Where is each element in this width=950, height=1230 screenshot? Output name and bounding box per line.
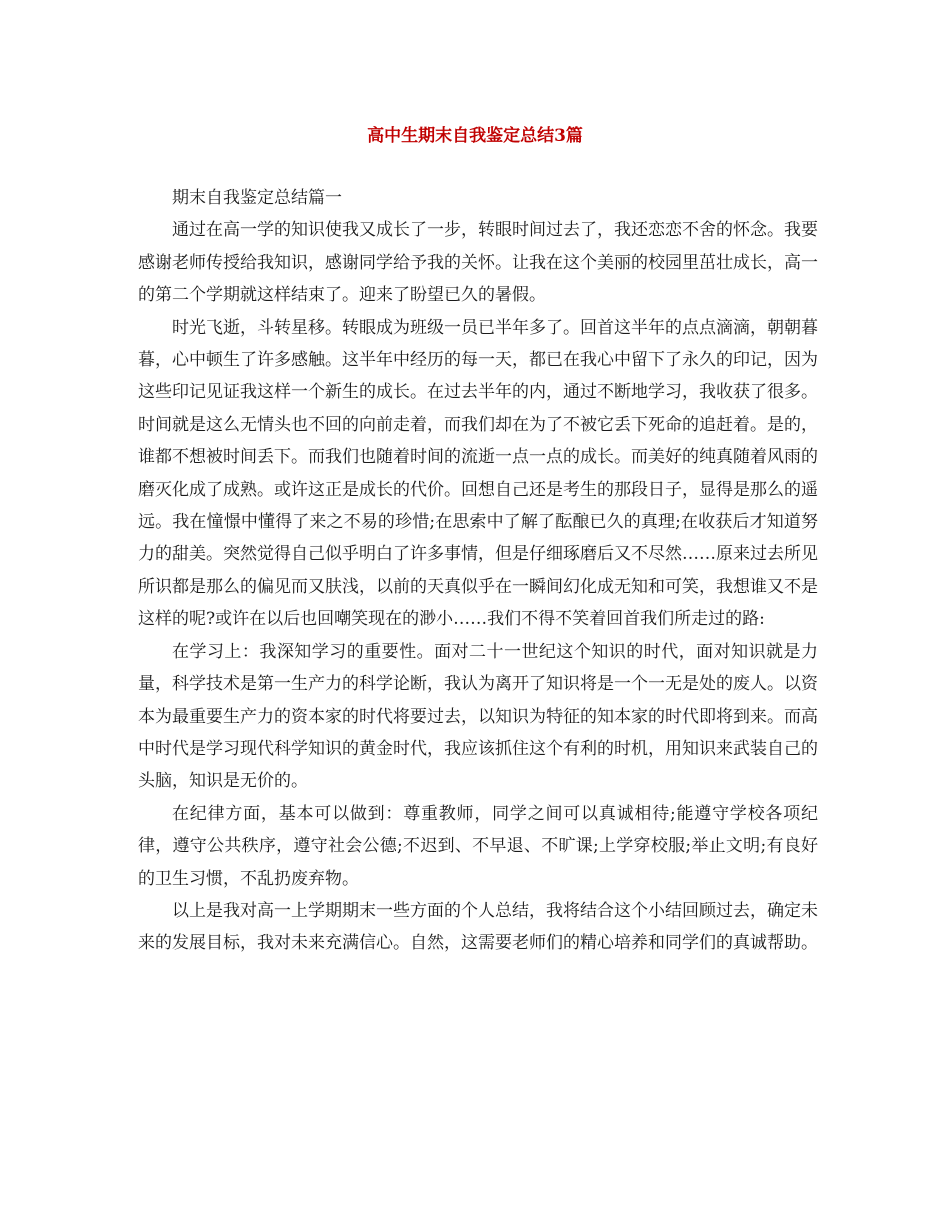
paragraph: 在纪律方面，基本可以做到：尊重教师，同学之间可以真诚相待;能遵守学校各项纪律，遵守公共秩序，遵守社会公德;不迟到、不早退、不旷课;上学穿校服;举止文明;有良好的卫生习惯，不乱扔废弃物。 — [138, 803, 818, 889]
document-title: 高中生期末自我鉴定总结3篇 — [367, 126, 583, 146]
document-body — [138, 182, 818, 960]
paragraph: 时光飞逝，斗转星移。转眼成为班级一员已半年多了。回首这半年的点点滴滴，朝朝暮暮，心中顿生了许多感触。这半年中经历的每一天，都已在我心中留下了永久的印记，因为这些印记见证我这样一个新生的成长。在过去半年的内，通过不断地学习，我收获了很多。时间就是这么无情头也不回的向前走着，而我们却在为了不被它丢下死命的追赶着。是的，谁都不想被时间丢下。而我们也随着时间的流逝一点一点的成长。而美好的纯真随着风雨的磨灭化成了成熟。或许这正是成长的代价。回想自己还是考生的那段日子，显得是那么的遥远。我在憧憬中懂得了来之不易的珍惜;在思索中了解了酝酿已久的真理;在收获后才知道努力的甜美。突然觉得自己似乎明白了许多事情，但是仔细琢磨后又不尽然……原来过去所见所识都是那么的偏见而又肤浅，以前的天真似乎在一瞬间幻化成无知和可笑，我想谁又不是这样的呢?或许在以后也回嘲笑现在的渺小……我们不得不笑着回首我们所走过的路: — [138, 317, 818, 630]
paragraph: 通过在高一学的知识使我又成长了一步，转眼时间过去了，我还恋恋不舍的怀念。我要感谢老师传授给我知识，感谢同学给予我的关怀。让我在这个美丽的校园里茁壮成长，高一的第二个学期就这样结束了。迎来了盼望已久的暑假。 — [138, 220, 818, 306]
paragraph: 以上是我对高一上学期期末一些方面的个人总结，我将结合这个小结回顾过去，确定未来的发展目标，我对未来充满信心。自然，这需要老师们的精心培养和同学们的真诚帮助。 — [138, 900, 818, 954]
paragraph: 在学习上：我深知学习的重要性。面对二十一世纪这个知识的时代，面对知识就是力量，科学技术是第一生产力的科学论断，我认为离开了知识将是一个一无是处的废人。以资本为最重要生产力的资本家的时代将要过去，以知识为特征的知本家的时代即将到来。而高中时代是学习现代科学知识的黄金时代，我应该抓住这个有利的时机，用知识来武装自己的头脑，知识是无价的。 — [138, 641, 818, 792]
section-heading: 期末自我鉴定总结篇一 — [172, 188, 342, 208]
